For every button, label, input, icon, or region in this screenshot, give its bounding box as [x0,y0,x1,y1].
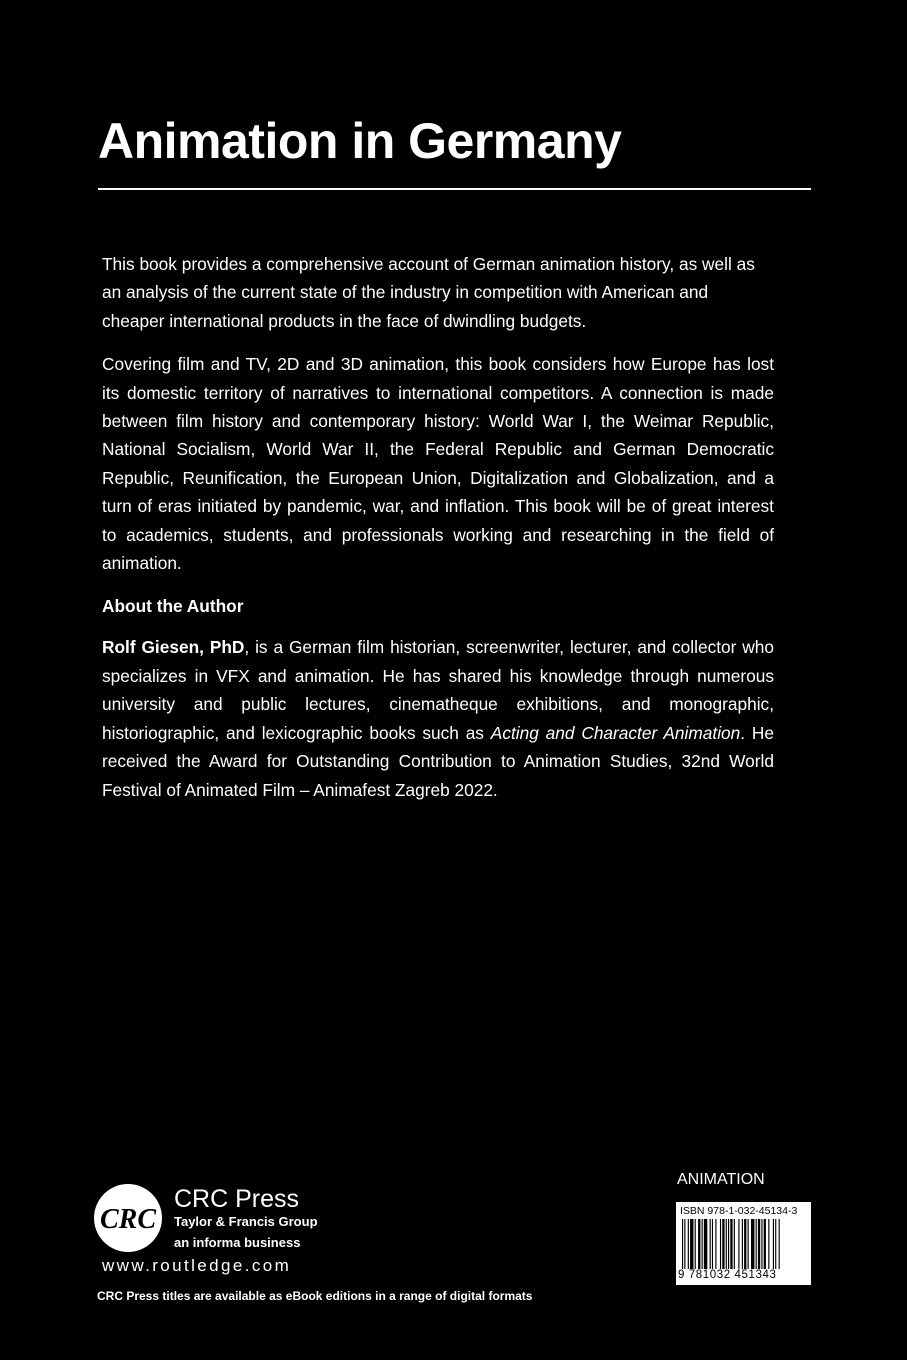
barcode-bar [744,1219,746,1269]
book-title: Animation in Germany [98,113,622,169]
isbn-barcode [675,1201,812,1286]
ebook-note: CRC Press titles are available as eBook editions in a range of digital formats [97,1289,533,1303]
author-bio-part-2: . He received the Award for Outstanding Contribution to Animation Studies, 32nd World Festival of Animated Film – Animafest Zagreb 2022. [102,722,774,800]
barcode-bar [764,1219,766,1269]
author-bio-part-1: , is a German film historian, screenwriter, lecturer, and collector who specializes in VFX and animation. He has shared his knowledge through numerous university and public lectures, cinematheque exhibitions, and monographic, historiographic, and lexicographic books such as [102,637,774,743]
barcode-bar [768,1219,769,1269]
barcode-bar [748,1219,749,1269]
barcode-bar [720,1219,721,1269]
barcode-bar [726,1219,727,1269]
barcode-bar [702,1219,703,1269]
barcode-bar [712,1219,713,1269]
barcode-bar [695,1219,696,1269]
publisher-name: CRC Press [174,1185,300,1213]
barcode-bar [684,1219,685,1269]
crc-press-logo-icon [93,1183,163,1253]
author-book-title: Acting and Character Animation [490,722,741,743]
barcode-bar [751,1219,754,1269]
publisher-informa: an informa business [174,1235,301,1250]
barcode-bar [761,1219,762,1269]
isbn-label: ISBN 978-1-032-45134-3 [680,1205,798,1217]
author-name: Rolf Giesen, PhD [102,637,245,658]
barcode-bar [758,1219,760,1269]
barcode-bar [742,1219,743,1269]
barcode-bar [730,1219,732,1269]
barcode-bar [704,1219,707,1269]
author-bio [102,633,774,803]
publisher-group: Taylor & Francis Group [174,1214,318,1229]
barcode-bar [682,1219,683,1269]
barcode-bar [728,1219,729,1269]
barcode-bar [722,1219,724,1269]
publisher-website: www.routledge.com [102,1256,292,1275]
barcode-bar [710,1219,711,1269]
back-cover-text [102,250,774,819]
barcode-digits: 9 781032 451343 [678,1269,777,1281]
barcode-bar [698,1219,700,1269]
barcode-bar [738,1219,739,1269]
crc-logo-lettering: CRC [99,1204,157,1235]
barcode-bar [775,1219,776,1269]
barcode-bar [690,1219,693,1269]
subject-category: ANIMATION [677,1171,765,1188]
barcode-bars-icon [682,1219,807,1269]
description-paragraph-2: Covering film and TV, 2D and 3D animation, this book considers how Europe has lost its domestic territory of narratives to international competitors. A connection is made between film history and contemporary history: World War I, the Weimar Republic, National Socialism, World War II, the Federal Republic and German Democratic Republic, Reunification, the European Union, Digitalization and Globalization, and a turn of eras initiated by pandemic, war, and inflation. This book will be of great interest to academics, students, and professionals working and researching in the field of animation. [102,354,774,574]
description-paragraph-1: This book provides a comprehensive account of German animation history, as well as an analysis of the current state of the industry in competition with American and cheaper international products in the face of dwindling budgets. [102,254,755,331]
about-author-heading: About the Author [102,596,244,617]
barcode-bar [756,1219,757,1269]
barcode-bar [715,1219,716,1269]
barcode-bar [779,1219,780,1269]
barcode-bar [734,1219,735,1269]
barcode-bar [688,1219,689,1269]
title-underline [98,188,811,190]
barcode-bar [773,1219,774,1269]
